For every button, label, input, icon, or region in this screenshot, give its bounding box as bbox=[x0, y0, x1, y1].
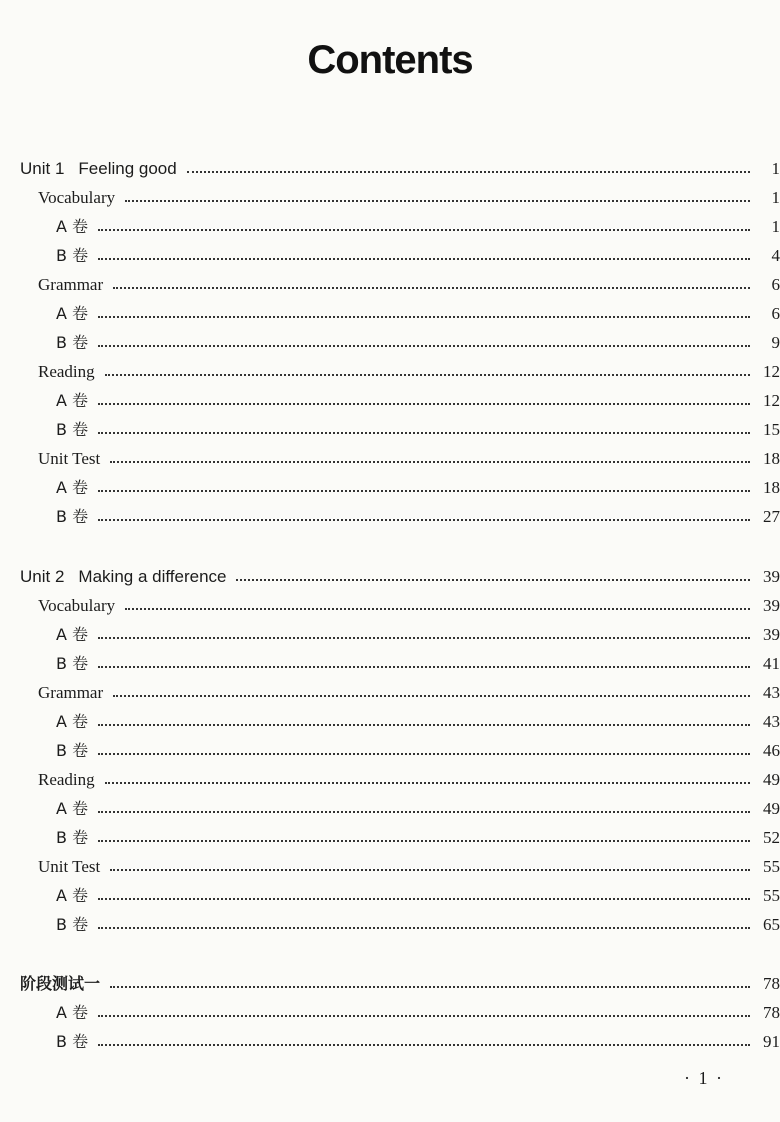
toc-section-unit-test[interactable] bbox=[0, 850, 780, 878]
toc-entry-label: B 卷 bbox=[56, 654, 89, 673]
toc-entry-label: B 卷 bbox=[56, 1032, 89, 1051]
toc-page-number: 15 bbox=[763, 420, 780, 439]
toc-entry-label: B 卷 bbox=[56, 915, 89, 934]
toc-entry-label: Unit 2 Making a difference bbox=[20, 567, 227, 586]
leader-dots bbox=[105, 352, 750, 376]
leader-dots bbox=[98, 876, 750, 900]
toc-paper-b[interactable] bbox=[0, 326, 780, 354]
toc-paper-a[interactable] bbox=[0, 384, 780, 412]
toc-unit-1[interactable] bbox=[0, 152, 780, 180]
leader-dots bbox=[98, 381, 750, 405]
toc-section-unit-test[interactable] bbox=[0, 442, 780, 470]
toc-section-grammar[interactable] bbox=[0, 676, 780, 704]
toc-paper-a[interactable] bbox=[0, 471, 780, 499]
leader-dots bbox=[98, 818, 750, 842]
toc-page-number: 27 bbox=[763, 507, 780, 526]
toc-page-number: 18 bbox=[763, 478, 780, 497]
toc-entry-label: Unit 1 Feeling good bbox=[20, 159, 177, 178]
leader-dots bbox=[98, 323, 750, 347]
toc-entry-label: Unit Test bbox=[38, 857, 101, 876]
leader-dots bbox=[98, 410, 750, 434]
toc-entry-label: Unit Test bbox=[38, 449, 101, 468]
leader-dots bbox=[236, 557, 750, 581]
toc-paper-a[interactable] bbox=[0, 618, 780, 646]
toc-page-number: 39 bbox=[763, 625, 780, 644]
toc-entry-label: B 卷 bbox=[56, 507, 89, 526]
leader-dots bbox=[98, 294, 750, 318]
leader-dots bbox=[105, 760, 750, 784]
toc-paper-a[interactable] bbox=[0, 792, 780, 820]
leader-dots bbox=[125, 586, 750, 610]
toc-entry-label: B 卷 bbox=[56, 828, 89, 847]
toc-page-number: 91 bbox=[763, 1032, 780, 1051]
leader-dots bbox=[98, 993, 750, 1017]
leader-dots bbox=[98, 702, 750, 726]
toc-entry-label: B 卷 bbox=[56, 333, 89, 352]
toc-entry-label: Reading bbox=[38, 770, 95, 789]
toc-paper-b[interactable] bbox=[0, 908, 780, 936]
toc-entry-label: A 卷 bbox=[56, 886, 89, 905]
toc-paper-b[interactable] bbox=[0, 1025, 780, 1053]
toc-page-number: 6 bbox=[771, 275, 780, 294]
toc-paper-b[interactable] bbox=[0, 821, 780, 849]
toc-entry-label: Reading bbox=[38, 362, 95, 381]
leader-dots bbox=[98, 207, 750, 231]
toc-paper-b[interactable] bbox=[0, 413, 780, 441]
toc-page-number: 52 bbox=[763, 828, 780, 847]
leader-dots bbox=[98, 615, 750, 639]
leader-dots bbox=[110, 439, 750, 463]
toc-section-reading[interactable] bbox=[0, 763, 780, 791]
toc-paper-a[interactable] bbox=[0, 705, 780, 733]
leader-dots bbox=[125, 178, 750, 202]
page-number: · 1 · bbox=[684, 1068, 724, 1088]
toc-page-number: 46 bbox=[763, 741, 780, 760]
toc-paper-b[interactable] bbox=[0, 647, 780, 675]
toc-section-vocabulary[interactable] bbox=[0, 181, 780, 209]
toc-page-number: 55 bbox=[763, 857, 780, 876]
toc-page-number: 1 bbox=[771, 159, 780, 178]
toc-page-number: 4 bbox=[771, 246, 780, 265]
toc-entry-label: B 卷 bbox=[56, 741, 89, 760]
toc-stage-test[interactable] bbox=[0, 967, 780, 995]
leader-dots bbox=[98, 731, 750, 755]
toc-page-number: 49 bbox=[763, 770, 780, 789]
toc-entry-label: 阶段测试一 bbox=[20, 974, 101, 993]
toc-paper-a[interactable] bbox=[0, 210, 780, 238]
leader-dots bbox=[98, 789, 750, 813]
leader-dots bbox=[110, 847, 750, 871]
toc-entry-label: A 卷 bbox=[56, 1003, 89, 1022]
toc-paper-a[interactable] bbox=[0, 879, 780, 907]
toc-entry-label: A 卷 bbox=[56, 625, 89, 644]
leader-dots bbox=[98, 1022, 750, 1046]
leader-dots bbox=[113, 673, 750, 697]
toc-section-reading[interactable] bbox=[0, 355, 780, 383]
toc-entry-label: B 卷 bbox=[56, 246, 89, 265]
toc-entry-label: B 卷 bbox=[56, 420, 89, 439]
toc-unit-2[interactable] bbox=[0, 560, 780, 588]
toc-paper-a[interactable] bbox=[0, 996, 780, 1024]
leader-dots bbox=[98, 236, 750, 260]
toc-entry-label: A 卷 bbox=[56, 217, 89, 236]
leader-dots bbox=[98, 905, 750, 929]
toc-entry-label: Grammar bbox=[38, 275, 104, 294]
toc-page-number: 78 bbox=[763, 1003, 780, 1022]
toc-page-number: 65 bbox=[763, 915, 780, 934]
toc-page-number: 43 bbox=[763, 712, 780, 731]
leader-dots bbox=[98, 468, 750, 492]
toc-section-grammar[interactable] bbox=[0, 268, 780, 296]
toc-page-number: 49 bbox=[763, 799, 780, 818]
toc-paper-b[interactable] bbox=[0, 734, 780, 762]
page-title: Contents bbox=[307, 38, 473, 82]
toc-page-number: 1 bbox=[771, 217, 780, 236]
toc-entry-label: A 卷 bbox=[56, 799, 89, 818]
leader-dots bbox=[187, 149, 750, 173]
toc-page-number: 18 bbox=[763, 449, 780, 468]
toc-page-number: 6 bbox=[771, 304, 780, 323]
toc-page-number: 41 bbox=[763, 654, 780, 673]
toc-paper-b[interactable] bbox=[0, 239, 780, 267]
toc-entry-label: Vocabulary bbox=[38, 188, 116, 207]
leader-dots bbox=[113, 265, 750, 289]
leader-dots bbox=[98, 497, 750, 521]
toc-page-number: 78 bbox=[763, 974, 780, 993]
leader-dots bbox=[98, 644, 750, 668]
toc-entry-label: A 卷 bbox=[56, 391, 89, 410]
toc-section-vocabulary[interactable] bbox=[0, 589, 780, 617]
toc-entry-label: Grammar bbox=[38, 683, 104, 702]
toc-page-number: 1 bbox=[771, 188, 780, 207]
toc-paper-b[interactable] bbox=[0, 500, 780, 528]
toc-page-number: 39 bbox=[763, 596, 780, 615]
toc-entry-label: A 卷 bbox=[56, 304, 89, 323]
toc-page-number: 12 bbox=[763, 362, 780, 381]
toc-page-number: 43 bbox=[763, 683, 780, 702]
toc-entry-label: A 卷 bbox=[56, 478, 89, 497]
toc-paper-a[interactable] bbox=[0, 297, 780, 325]
toc-page-number: 12 bbox=[763, 391, 780, 410]
leader-dots bbox=[110, 964, 750, 988]
toc-page-number: 39 bbox=[763, 567, 780, 586]
toc-entry-label: Vocabulary bbox=[38, 596, 116, 615]
toc-entry-label: A 卷 bbox=[56, 712, 89, 731]
toc-page-number: 9 bbox=[771, 333, 780, 352]
toc-page-number: 55 bbox=[763, 886, 780, 905]
